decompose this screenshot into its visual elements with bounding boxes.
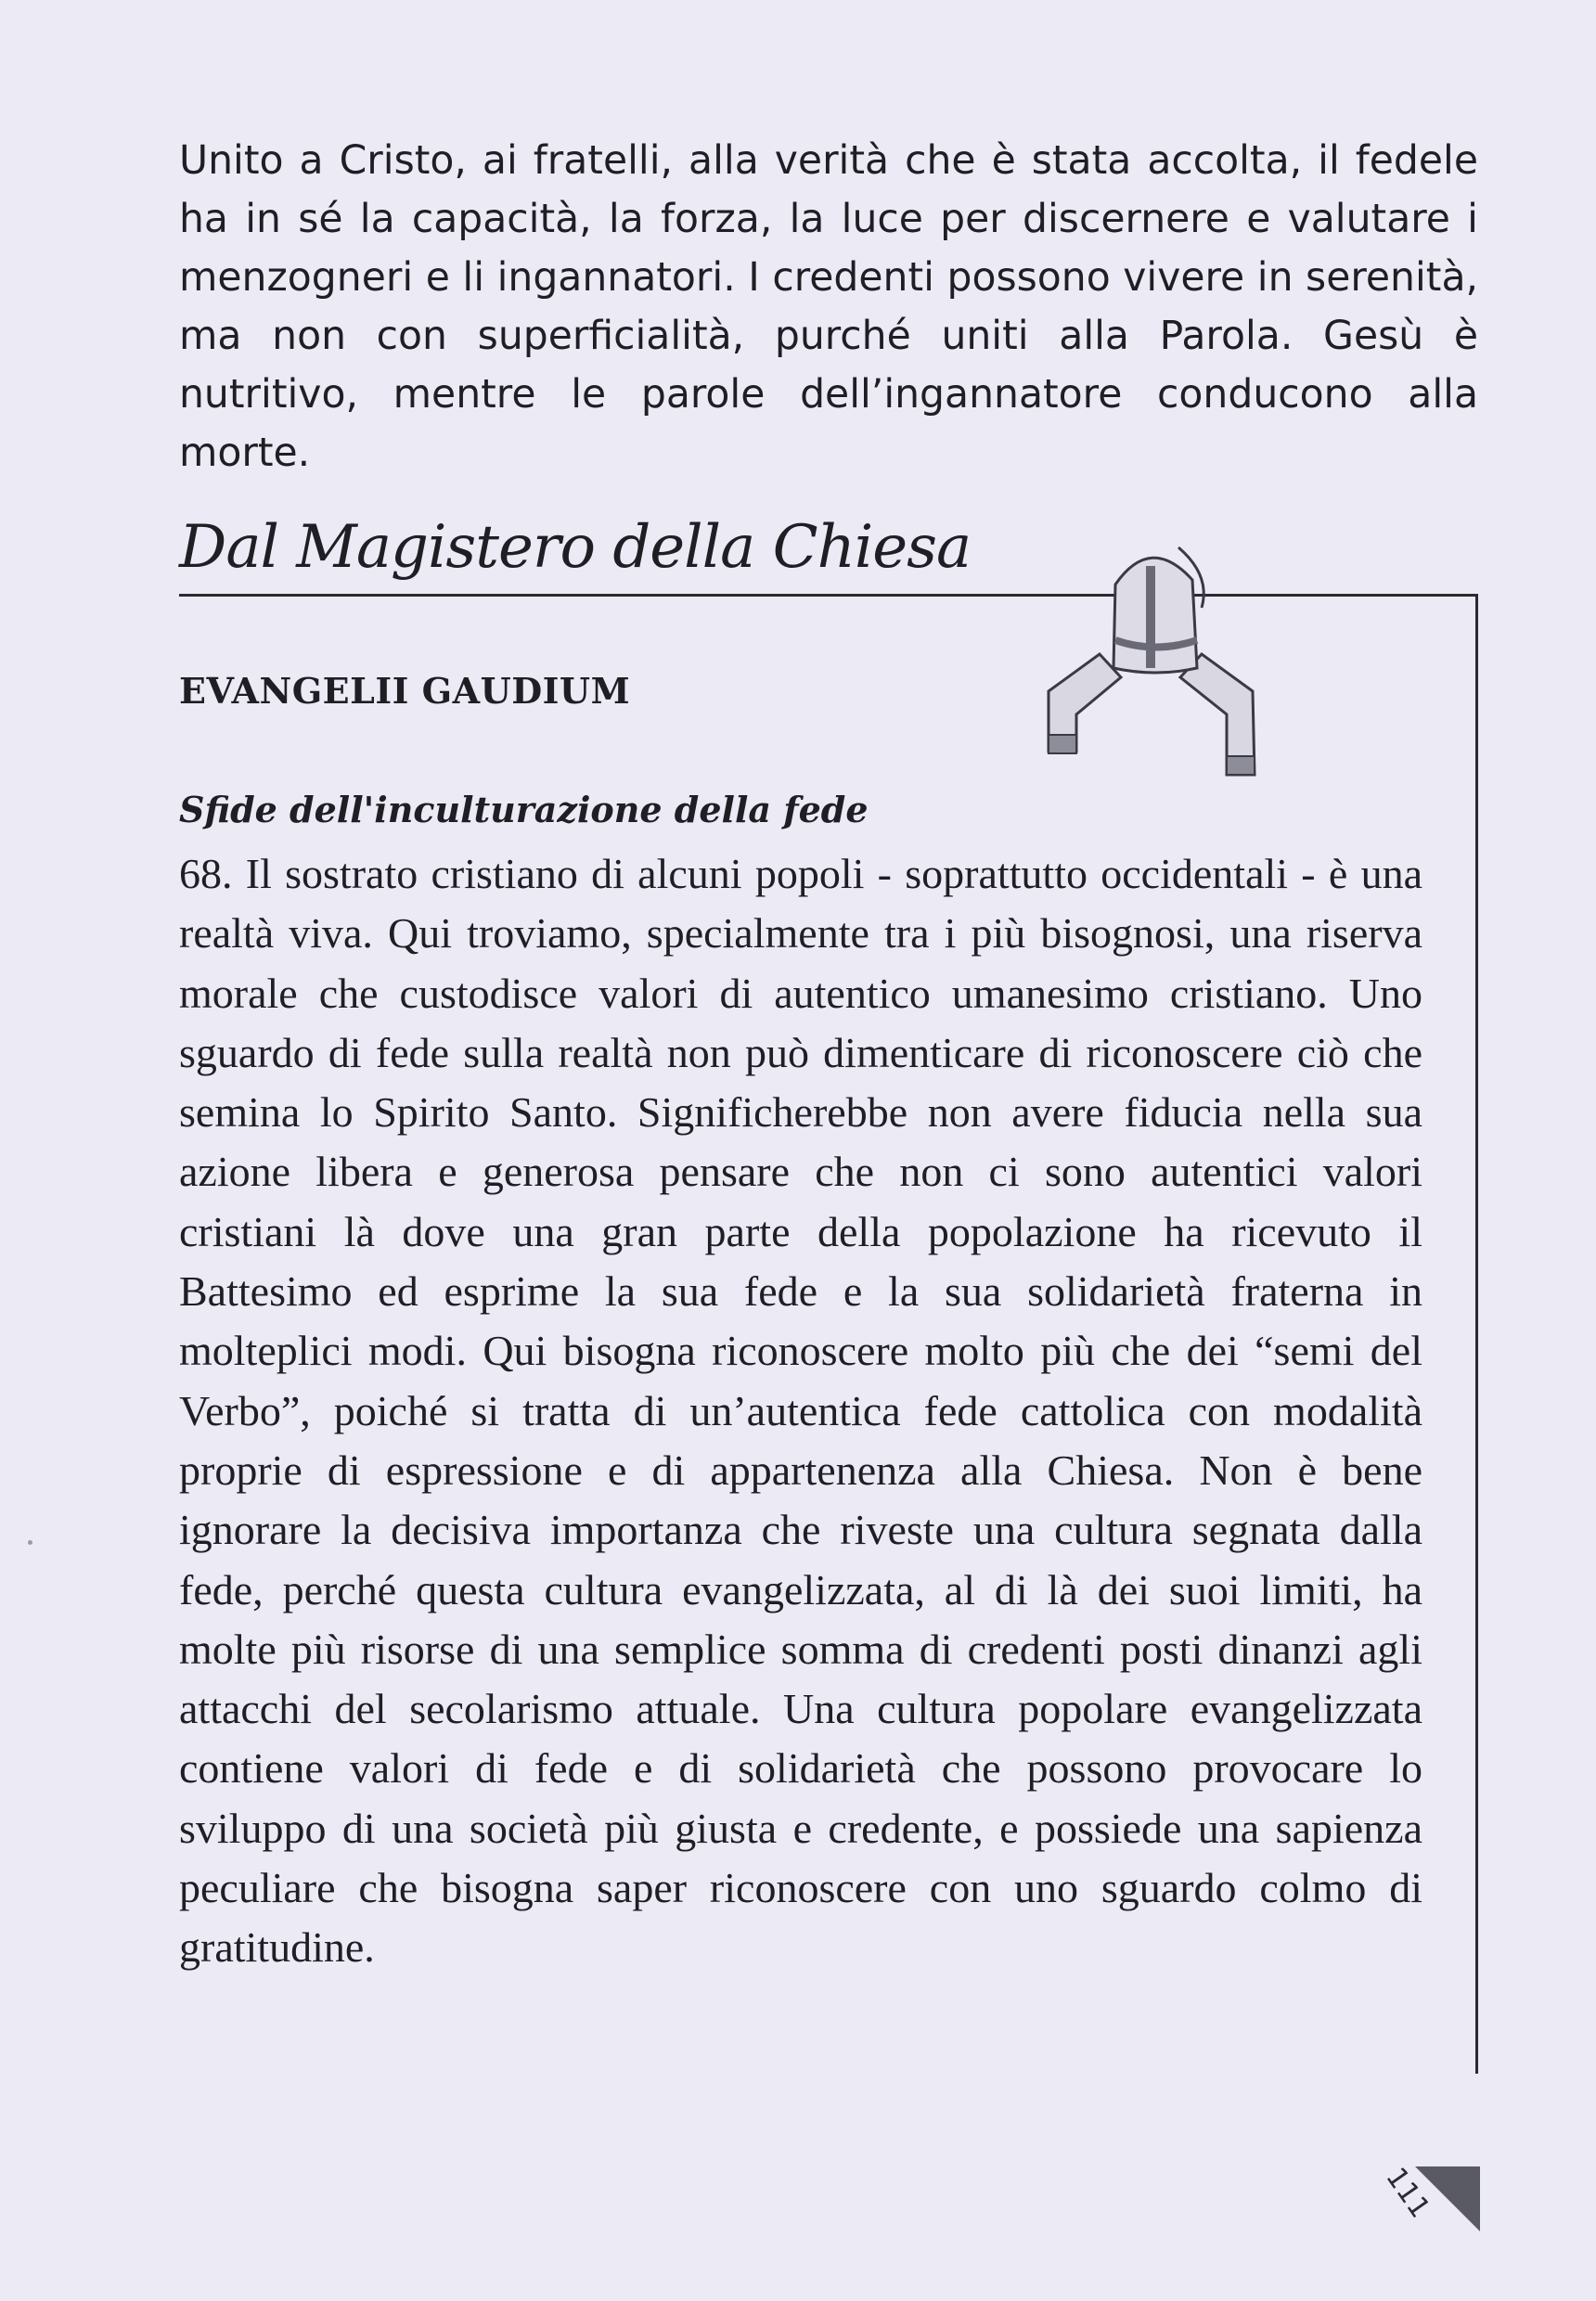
document-paragraph: 68. Il sostrato cristiano di alcuni popoli - soprattutto occidentali - è una realtà viva. Qui troviamo, specialmente tra i più bisognosi, una riserva morale che custodisce valori di autentico umanesimo cristiano. Uno sguardo di fede sulla realtà non può dimenticare di riconoscere ciò che semina lo Spirito Santo. Significherebbe non avere fiducia nella sua azione libera e generosa pensare che non ci sono autentici valori cristiani là dove una gran parte della popolazione ha ricevuto il Battesimo ed esprime la sua fede e la sua solidarietà fraterna in molteplici modi. Qui bisogna riconoscere molto più che dei “semi del Verbo”, poiché si tratta di un’autentica fede cattolica con modalità proprie di espressione e di appartenenza alla Chiesa. Non è bene ignorare la decisiva importanza che riveste una cultura segnata dalla fede, perché questa cultura evangelizzata, al di là dei suoi limiti, ha molte più risorse di una semplice somma di credenti posti dinanzi agli attacchi del secolarismo attuale. Una cultura popolare evangelizzata contiene valori di fede e di solidarietà che possono provocare lo sviluppo di una società più giusta e credente, e possiede una sapienza peculiare che bisogna saper riconoscere con uno sguardo colmo di gratitudine. — [179, 850, 1422, 1972]
intro-paragraph: Unito a Cristo, ai fratelli, alla verità che è stata accolta, il fedele ha in sé la capacità, la forza, la luce per discernere e valutare i menzogneri e li ingannatori. I credenti possono vivere in serenità, ma non con superficialità, purché uniti alla Parola. Gesù è nutritivo, mentre le parole dell’ingannatore conducono alla morte. — [179, 138, 1478, 476]
page-number: 111 — [1379, 2162, 1436, 2224]
scan-speck — [28, 1540, 32, 1545]
mitre-icon — [1011, 529, 1290, 789]
document-subheading: Sfide dell'inculturazione della fede — [179, 789, 869, 830]
section-right-rule — [1475, 594, 1478, 2074]
page-corner-triangle-icon — [1415, 2166, 1480, 2231]
document-title: EVANGELII GAUDIUM — [179, 670, 631, 712]
section-title: Dal Magistero della Chiesa — [179, 513, 972, 582]
